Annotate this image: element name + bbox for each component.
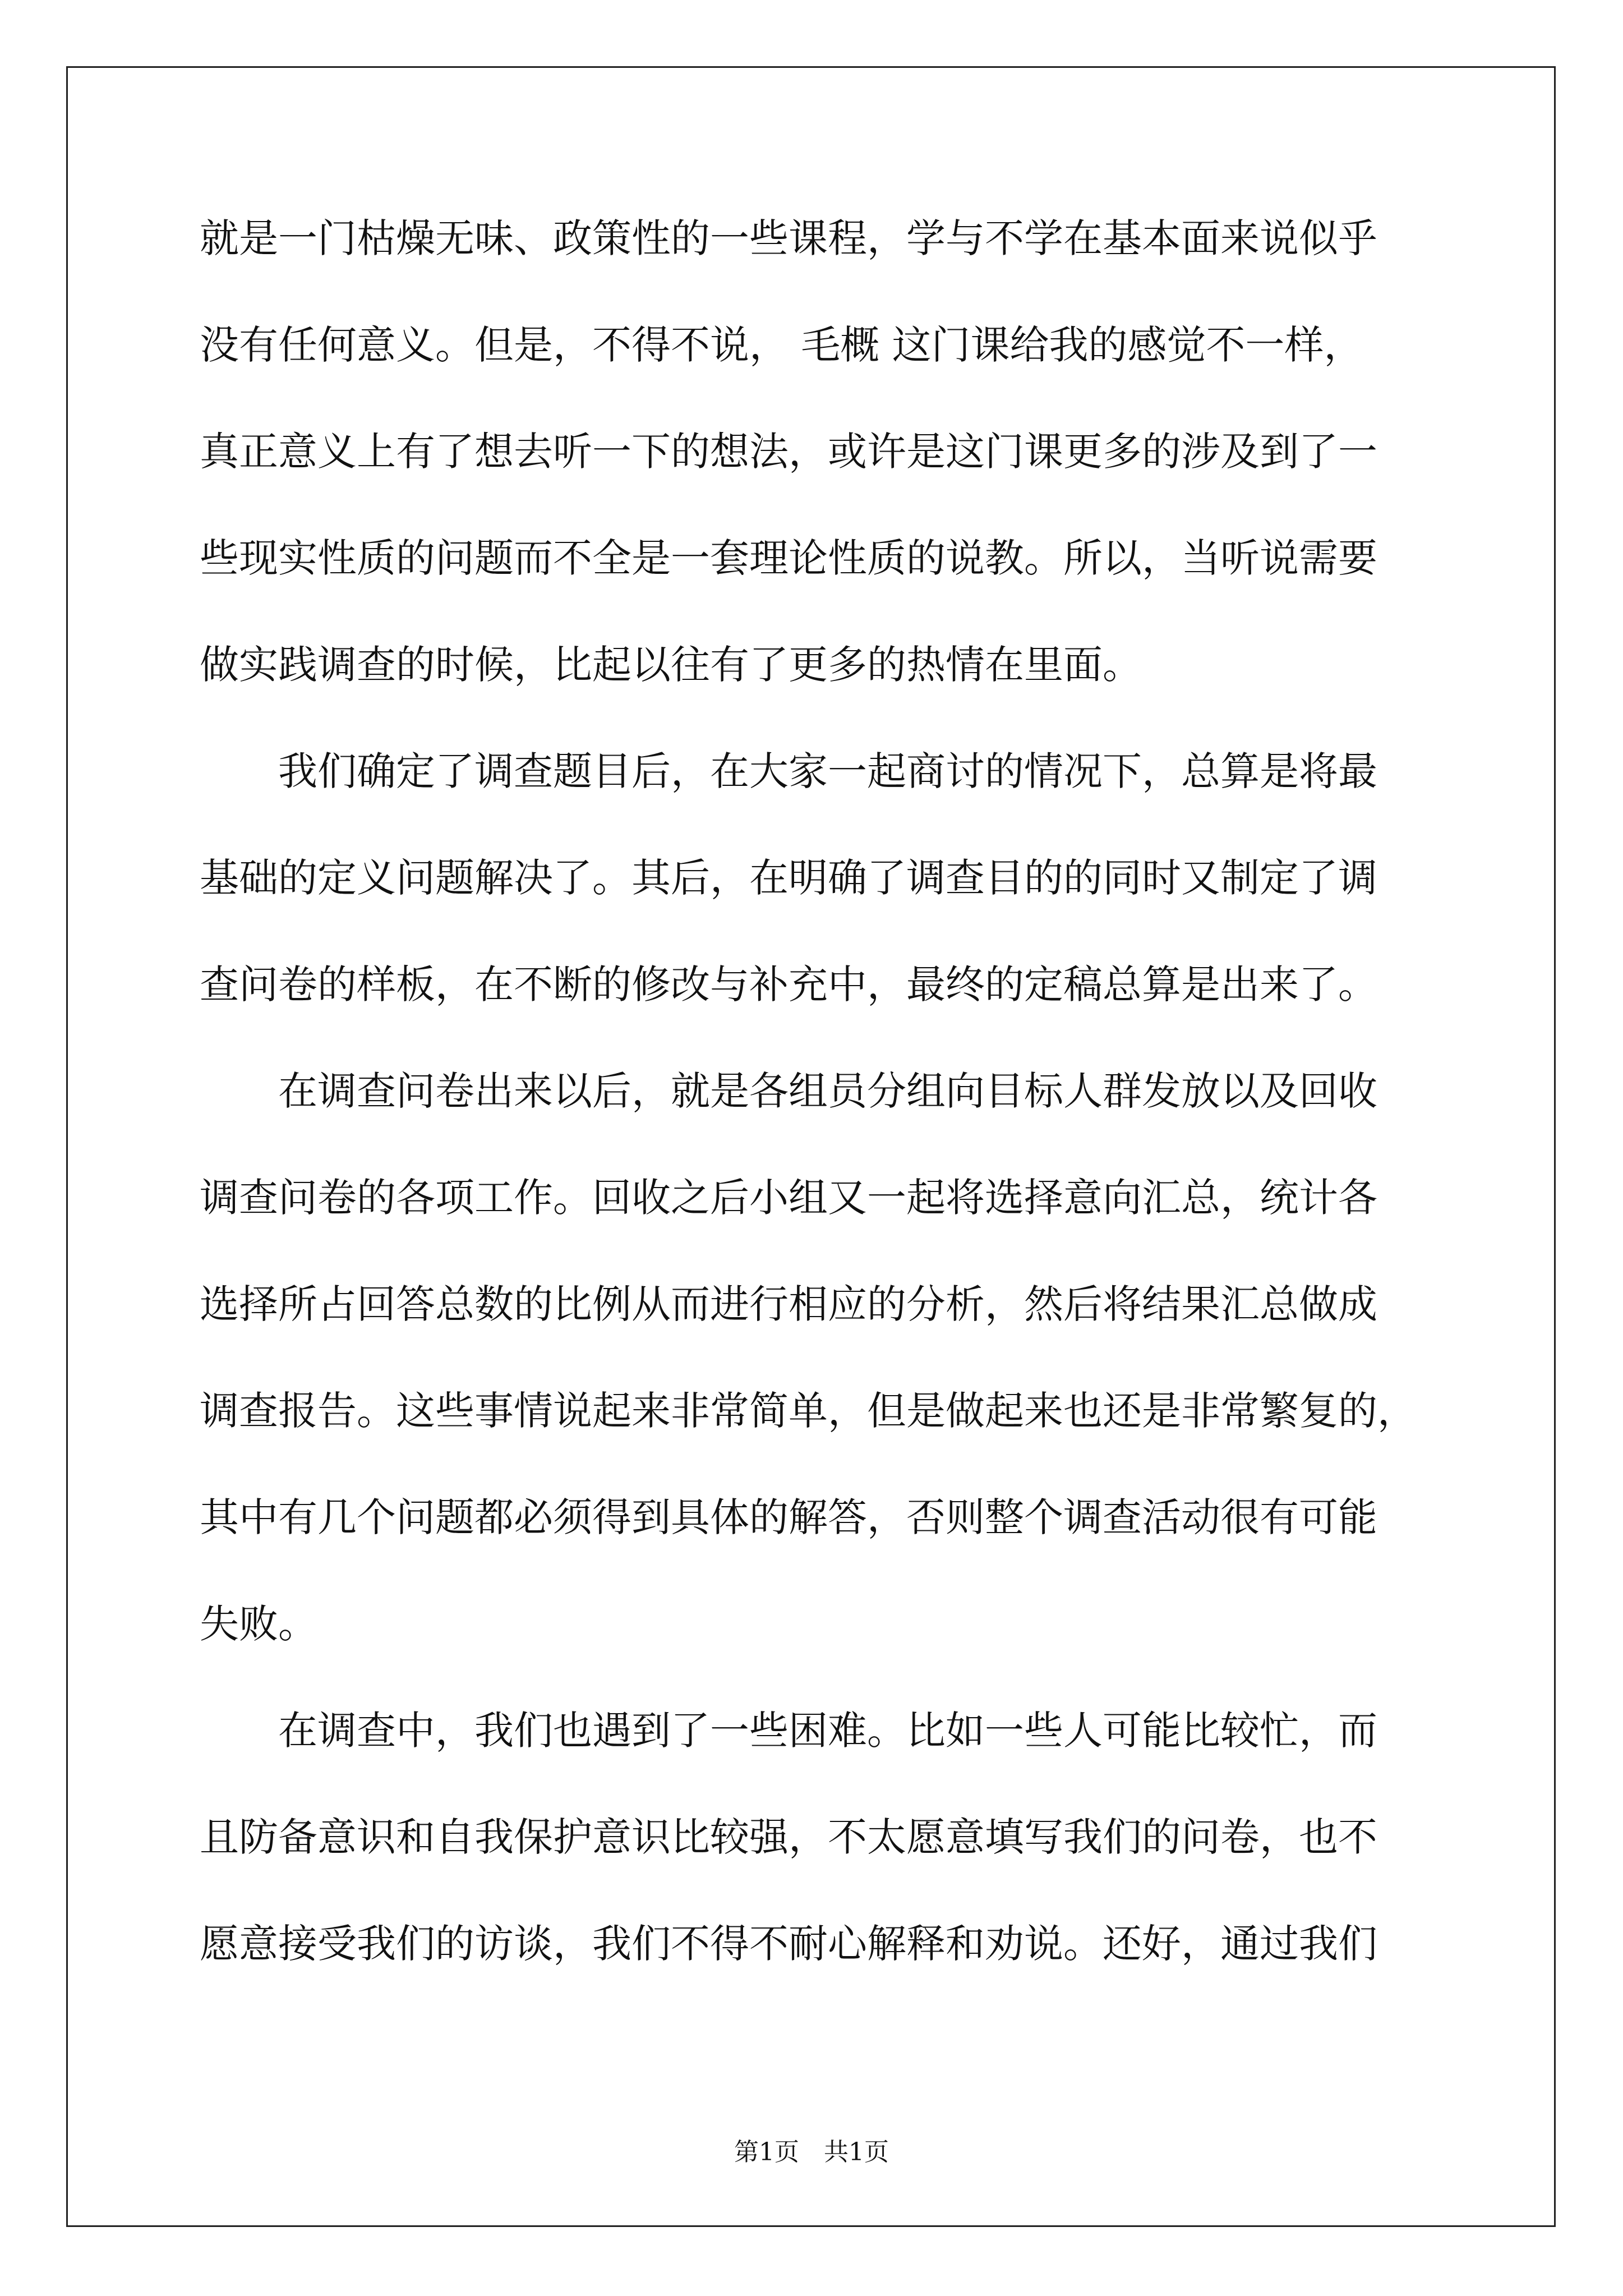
text-line: 调查报告。这些事情说起来非常简单，但是做起来也还是非常繁复的，	[200, 1388, 1417, 1434]
text-line: 真正意义上有了想去听一下的想法，或许是这门课更多的涉及到了一	[200, 429, 1377, 475]
paragraph-start-line: 我们确定了调查题目后，在大家一起商讨的情况下，总算是将最	[278, 748, 1377, 794]
text-line: 就是一门枯燥无味、政策性的一些课程，学与不学在基本面来说似乎	[200, 215, 1377, 261]
text-line: 选择所占回答总数的比例从而进行相应的分析，然后将结果汇总做成	[200, 1281, 1377, 1327]
text-line: 基础的定义问题解决了。其后，在明确了调查目的的同时又制定了调	[200, 855, 1377, 901]
text-line: 些现实性质的问题而不全是一套理论性质的说教。所以，当听说需要	[200, 535, 1377, 581]
page-number-footer: 第1页 共1页	[734, 2138, 889, 2166]
text-line: 做实践调查的时候，比起以往有了更多的热情在里面。	[200, 642, 1142, 688]
text-line: 失败。	[200, 1601, 317, 1647]
text-line: 没有任何意义。但是，不得不说， 毛概 这门课给我的感觉不一样，	[200, 322, 1363, 368]
text-line: 且防备意识和自我保护意识比较强，不太愿意填写我们的问卷，也不	[200, 1814, 1377, 1860]
document-body	[200, 215, 1433, 2031]
text-line: 其中有几个问题都必须得到具体的解答，否则整个调查活动很有可能	[200, 1494, 1377, 1540]
paragraph-start-line: 在调查中，我们也遇到了一些困难。比如一些人可能比较忙，而	[278, 1708, 1377, 1754]
text-line: 愿意接受我们的访谈，我们不得不耐心解释和劝说。还好，通过我们	[200, 1921, 1377, 1967]
paragraph-start-line: 在调查问卷出来以后，就是各组员分组向目标人群发放以及回收	[278, 1068, 1377, 1114]
text-line: 查问卷的样板，在不断的修改与补充中，最终的定稿总算是出来了。	[200, 961, 1377, 1007]
text-line: 调查问卷的各项工作。回收之后小组又一起将选择意向汇总，统计各	[200, 1175, 1377, 1221]
